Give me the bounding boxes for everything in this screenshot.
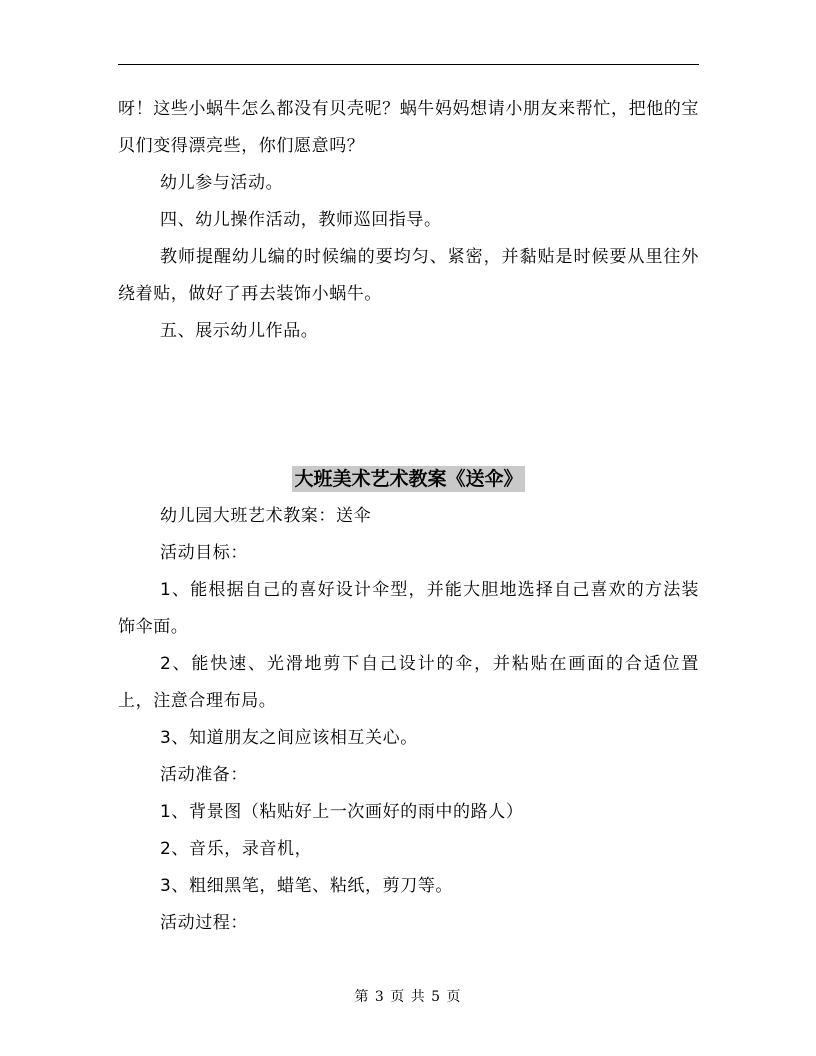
paragraph: 幼儿参与活动。 [160, 173, 284, 193]
paragraph: 教师提醒幼儿编的时候编的要均匀、紧密，并黏贴是时候要从里往外绕着贴，做好了再去装饰小蜗牛。 [118, 247, 699, 304]
paragraph: 1、背景图（粘贴好上一次画好的雨中的路人） [160, 802, 524, 822]
paragraph: 呀！这些小蜗牛怎么都没有贝壳呢？蜗牛妈妈想请小朋友来帮忙，把他的宝贝们变得漂亮些，你们愿意吗？ [118, 99, 699, 156]
paragraph: 2、能快速、光滑地剪下自己设计的伞，并粘贴在画面的合适位置上，注意合理布局。 [118, 654, 699, 711]
section-title-row [118, 461, 699, 498]
section-gap [118, 350, 699, 461]
paragraph: 四、幼儿操作活动，教师巡回指导。 [160, 210, 442, 230]
page-number: 第 3 页 共 5 页 [354, 989, 462, 1005]
paragraph: 幼儿园大班艺术教案：送伞 [160, 506, 372, 526]
paragraph: 活动准备： [160, 765, 248, 785]
paragraph: 1、能根据自己的喜好设计伞型，并能大胆地选择自己喜欢的方法装饰伞面。 [118, 580, 699, 637]
section-title: 大班美术艺术教案《送伞》 [294, 468, 523, 490]
document-body [118, 91, 699, 942]
paragraph: 五、展示幼儿作品。 [160, 321, 319, 341]
paragraph: 活动过程： [160, 913, 248, 933]
page-footer [0, 986, 816, 1006]
header-rule [118, 64, 699, 65]
paragraph: 3、知道朋友之间应该相互关心。 [160, 728, 418, 748]
paragraph: 活动目标： [160, 543, 248, 563]
paragraph: 3、粗细黑笔，蜡笔、粘纸，剪刀等。 [160, 876, 454, 896]
paragraph: 2、音乐，录音机， [160, 839, 313, 859]
